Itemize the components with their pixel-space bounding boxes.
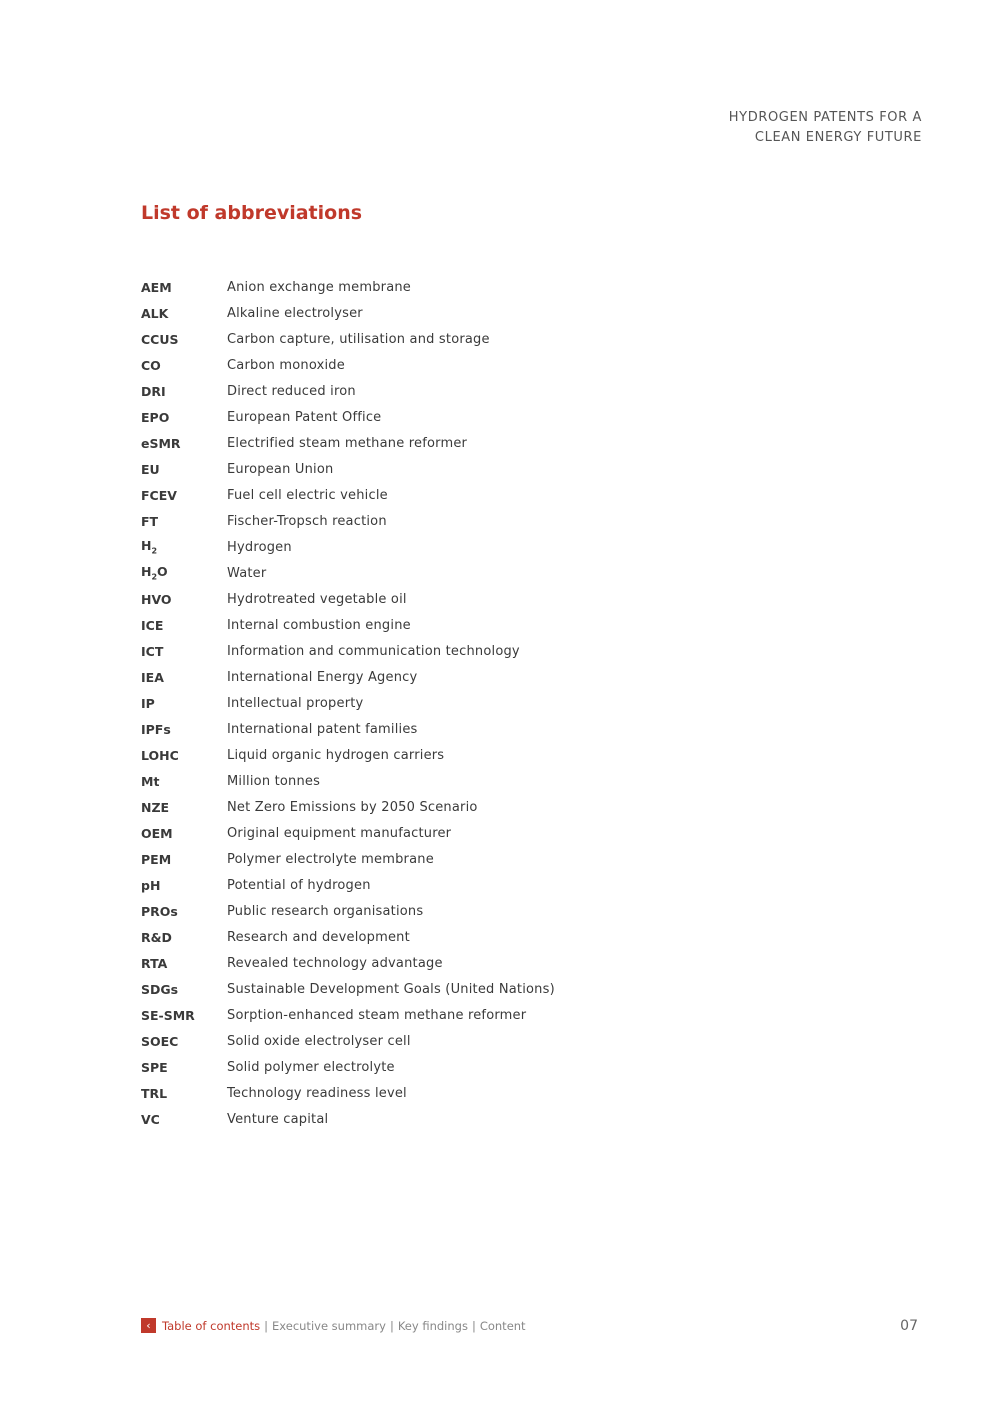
abbreviation-row [141,534,555,560]
abbreviation-row [141,690,555,716]
abbreviation-definition: European Union [227,461,334,477]
running-header-line-1: HYDROGEN PATENTS FOR A [728,110,922,125]
abbreviation-row [141,820,555,846]
abbreviation-term: pH [141,877,161,893]
abbreviation-definition: Internal combustion engine [227,617,411,633]
abbreviation-definition: Revealed technology advantage [227,955,443,971]
abbreviation-term: AEM [141,279,172,295]
abbreviation-definition: Carbon capture, utilisation and storage [227,331,490,347]
abbreviation-definition: Direct reduced iron [227,383,356,399]
abbreviation-definition: Research and development [227,929,410,945]
abbreviation-term: PEM [141,851,172,867]
abbreviation-row [141,716,555,742]
abbreviation-definition: International Energy Agency [227,669,418,685]
abbreviation-definition: Polymer electrolyte membrane [227,851,434,867]
abbreviation-term: TRL [141,1085,168,1101]
abbreviation-row [141,430,555,456]
abbreviation-definition: Intellectual property [227,695,364,711]
abbreviation-term: eSMR [141,435,181,451]
abbreviation-definition: Alkaline electrolyser [227,305,363,321]
abbreviation-term-subscript: 2 [151,572,158,582]
nav-separator: | [264,1318,269,1333]
abbreviation-row [141,352,555,378]
nav-link-key-findings[interactable]: Key findings [397,1318,468,1333]
abbreviation-definition: Water [227,565,267,581]
abbreviation-term: SE-SMR [141,1007,195,1023]
abbreviation-term-base: H [141,564,152,580]
abbreviation-definition: Sorption-enhanced steam methane reformer [227,1007,527,1023]
abbreviation-definition: Venture capital [227,1111,329,1127]
abbreviation-term [141,538,227,556]
abbreviation-row [141,976,555,1002]
abbreviation-row [141,482,555,508]
abbreviation-term: R&D [141,929,172,945]
footer-nav [141,1318,526,1333]
abbreviation-term: RTA [141,955,168,971]
abbreviation-term: ALK [141,305,169,321]
nav-separator: | [471,1318,476,1333]
abbreviation-row [141,326,555,352]
abbreviation-definition: Fischer-Tropsch reaction [227,513,387,529]
abbreviation-row [141,1054,555,1080]
abbreviation-row [141,456,555,482]
abbreviation-row [141,300,555,326]
abbreviation-term: IEA [141,669,164,685]
abbreviation-term: HVO [141,591,172,607]
abbreviation-term-subscript: 2 [151,546,158,556]
running-header [729,108,922,148]
abbreviation-definition: Net Zero Emissions by 2050 Scenario [227,799,478,815]
abbreviation-term-base: H [141,538,152,554]
abbreviation-definition: Information and communication technology [227,643,520,659]
abbreviation-row [141,664,555,690]
abbreviation-row [141,612,555,638]
abbreviation-term: VC [141,1111,160,1127]
abbreviation-row [141,274,555,300]
abbreviation-list [141,274,555,1132]
abbreviation-term: SPE [141,1059,168,1075]
abbreviation-row [141,924,555,950]
abbreviation-term: DRI [141,383,166,399]
abbreviation-term: IP [141,695,155,711]
abbreviation-definition: Carbon monoxide [227,357,345,373]
abbreviation-term: SOEC [141,1033,179,1049]
nav-link-executive-summary[interactable]: Executive summary [272,1318,386,1333]
nav-link-content[interactable]: Content [479,1318,526,1333]
page-number: 07 [900,1318,918,1334]
abbreviation-row [141,898,555,924]
abbreviation-term: ICT [141,643,164,659]
abbreviation-definition: Million tonnes [227,773,321,789]
abbreviation-term: Mt [141,773,160,789]
abbreviation-term: NZE [141,799,170,815]
abbreviation-definition: Solid oxide electrolyser cell [227,1033,411,1049]
abbreviation-definition: Sustainable Development Goals (United Nations) [227,981,555,997]
abbreviation-row [141,378,555,404]
abbreviation-definition: Potential of hydrogen [227,877,371,893]
abbreviation-row [141,560,555,586]
abbreviation-term: IPFs [141,721,171,737]
abbreviation-row [141,586,555,612]
abbreviation-row [141,742,555,768]
abbreviation-row [141,872,555,898]
abbreviation-row [141,1080,555,1106]
abbreviation-definition: Public research organisations [227,903,424,919]
running-header-line-2: CLEAN ENERGY FUTURE [754,130,922,145]
abbreviation-term: ICE [141,617,164,633]
abbreviation-definition: Solid polymer electrolyte [227,1059,395,1075]
abbreviation-term: CCUS [141,331,179,347]
abbreviation-definition: Original equipment manufacturer [227,825,452,841]
abbreviation-definition: European Patent Office [227,409,382,425]
abbreviation-row [141,794,555,820]
abbreviation-row [141,846,555,872]
nav-separator: | [389,1318,394,1333]
abbreviation-term: CO [141,357,161,373]
abbreviation-definition: Technology readiness level [227,1085,407,1101]
page-title: List of abbreviations [141,202,363,224]
abbreviation-term: SDGs [141,981,179,997]
abbreviation-term: FCEV [141,487,177,503]
nav-link-table-of-contents[interactable]: Table of contents [162,1318,261,1333]
abbreviation-definition: Anion exchange membrane [227,279,412,295]
abbreviation-row [141,508,555,534]
abbreviation-definition: Electrified steam methane reformer [227,435,468,451]
abbreviation-definition: International patent families [227,721,418,737]
abbreviation-row [141,768,555,794]
abbreviation-term: LOHC [141,747,179,763]
abbreviation-definition: Fuel cell electric vehicle [227,487,388,503]
abbreviation-row [141,404,555,430]
abbreviation-term [141,564,227,582]
abbreviation-term: FT [141,513,159,529]
abbreviation-term-suffix: O [157,564,168,580]
abbreviation-term: OEM [141,825,173,841]
abbreviation-definition: Hydrogen [227,539,292,555]
abbreviation-definition: Hydrotreated vegetable oil [227,591,407,607]
abbreviation-row [141,1028,555,1054]
abbreviation-term: EPO [141,409,170,425]
abbreviation-definition: Liquid organic hydrogen carriers [227,747,445,763]
abbreviation-row [141,950,555,976]
abbreviation-row [141,638,555,664]
abbreviation-term: EU [141,461,160,477]
abbreviation-row [141,1106,555,1132]
abbreviation-row [141,1002,555,1028]
back-arrow-icon[interactable]: ‹ [141,1318,156,1333]
abbreviation-term: PROs [141,903,178,919]
